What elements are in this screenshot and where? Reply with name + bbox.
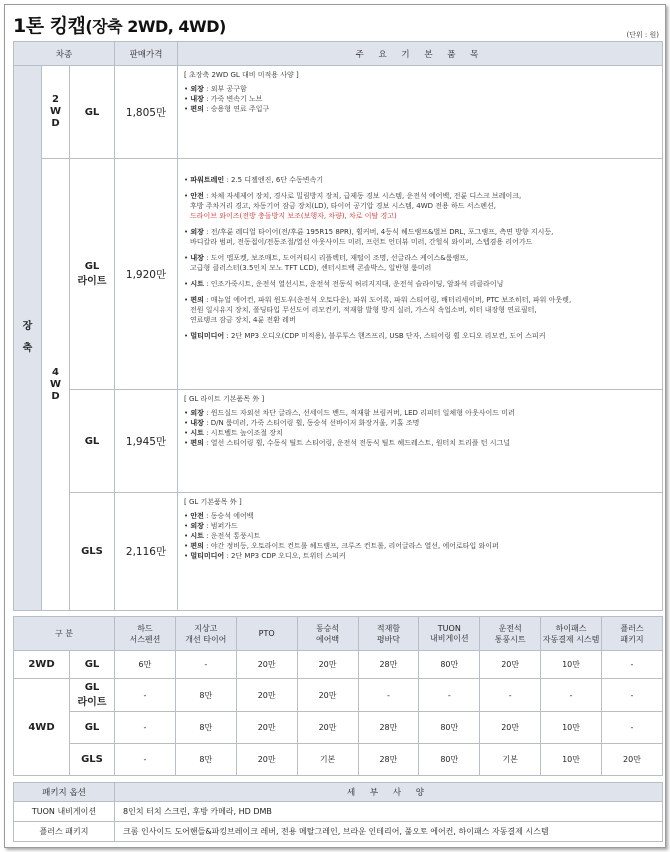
price-gl-lite: 1,920만 xyxy=(115,159,178,390)
drive-4wd-label: 4 W D xyxy=(49,366,62,402)
option-price-cell: 20만 xyxy=(297,679,358,712)
option-price-cell: 20만 xyxy=(236,651,297,679)
package-header-right: 세 부 사 양 xyxy=(115,783,663,802)
price-gls: 2,116만 xyxy=(115,493,178,611)
option-col-header: TUON 내비게이션 xyxy=(419,617,480,651)
option-price-cell: 8만 xyxy=(175,679,236,712)
option-trim-gl-lite: GL 라이트 xyxy=(70,679,115,712)
feature-line: • 편의 : 열선 스티어링 휠, 수동식 틸트 스티어링, 운전석 전동식 틸트 헤드레스트, 원터치 트리플 턴 시그널 xyxy=(184,438,656,448)
option-price-cell: - xyxy=(602,712,663,744)
trim-gl-4wd: GL xyxy=(70,390,115,493)
option-price-cell: 20만 xyxy=(480,651,541,679)
package-name-plus: 플러스 패키지 xyxy=(14,822,115,842)
feature-line: • 안전 : 차체 자세제어 장치, 경사로 밀림방지 장치, 급제동 경보 시스템, 운전석 에어백, 전륜 디스크 브레이크, xyxy=(184,191,656,201)
option-col-header: 하드 서스펜션 xyxy=(115,617,176,651)
option-price-cell: - xyxy=(602,651,663,679)
option-col-header: 동승석 에어백 xyxy=(297,617,358,651)
feature-line: • 외장 : 외부 공구함 xyxy=(184,84,656,94)
trim-gl-lite: GL 라이트 xyxy=(70,159,115,390)
option-price-cell: - xyxy=(419,679,480,712)
option-price-cell: 10만 xyxy=(541,744,602,776)
option-price-cell: 80만 xyxy=(419,651,480,679)
option-col-header: 적재함 평바닥 xyxy=(358,617,419,651)
feature-line: • 시트 : 인조가죽시트, 운전석 열선시트, 운전석 전동식 허리지지대, 운전석 슬라이딩, 암좌석 리클라이닝 xyxy=(184,279,656,289)
option-price-cell: 8만 xyxy=(175,712,236,744)
features-gl-2wd xyxy=(178,66,663,159)
option-col-header: 플러스 패키지 xyxy=(602,617,663,651)
option-trim-gls: GLS xyxy=(70,744,115,776)
feature-list xyxy=(184,511,656,561)
group-4wd: 4WD xyxy=(14,679,70,776)
feature-line: 전원 일시유지 장치, 폴딩타입 무선도어 리모컨키, 적재함 발형 방지 실러, 가스식 쇽업소버, 히터 내장형 연료필터, xyxy=(190,306,537,314)
price-gl-2wd: 1,805만 xyxy=(115,66,178,159)
package-table xyxy=(13,782,663,842)
option-price-cell: - xyxy=(602,679,663,712)
option-price-cell: - xyxy=(480,679,541,712)
option-price-cell: 20만 xyxy=(236,679,297,712)
feature-line: 고급형 클러스터(3.5인치 모노 TFT LCD), 센터시트백 콘솔박스, 일반형 룸미러 xyxy=(190,264,432,272)
option-price-cell: 20만 xyxy=(480,712,541,744)
feature-line: • 내장 : D/N 룸미러, 가죽 스티어링 휠, 동승석 선바이저 화장거울, 키홀 조명 xyxy=(184,418,656,428)
option-price-cell: - xyxy=(115,712,176,744)
package-header-left: 패키지 옵션 xyxy=(14,783,115,802)
trim-gl-2wd: GL xyxy=(70,66,115,159)
header-model: 차종 xyxy=(14,42,115,66)
option-price-cell: - xyxy=(175,651,236,679)
option-header-label: 구 분 xyxy=(14,617,115,651)
feature-line: 드라이브 와이즈(전방 충돌방지 보조(보행자, 차량), 차로 이탈 경고) xyxy=(190,212,397,220)
feature-line: • 시트 : 시트벨트 높이조절 장치 xyxy=(184,428,656,438)
option-price-cell: - xyxy=(541,679,602,712)
feature-line: • 시트 : 운전석 통풍시트 xyxy=(184,531,656,541)
option-price-cell: 기본 xyxy=(297,744,358,776)
option-price-cell: 20만 xyxy=(297,712,358,744)
option-col-header: 지상고 개선 타이어 xyxy=(175,617,236,651)
package-spec-plus: 크롬 인사이드 도어핸들&파킹브레이크 레버, 전용 메탈그레인, 브라운 인테리어, 풀오토 에어컨, 하이패스 자동결제 시스템 xyxy=(115,822,663,842)
price-sheet xyxy=(4,4,666,848)
option-price-cell: 8만 xyxy=(175,744,236,776)
feature-line: • 외장 : 윈드실드 자외선 차단 글라스, 선세이드 밴드, 적재함 브림커버, LED 리피터 일체형 아웃사이드 미러 xyxy=(184,408,656,418)
package-name-tuon: TUON 내비게이션 xyxy=(14,802,115,822)
package-spec-tuon: 8인치 터치 스크린, 후방 카메라, HD DMB xyxy=(115,802,663,822)
drive-2wd xyxy=(42,66,70,159)
feature-line: 후방 주차거리 경고, 차동기어 잠금 장치(LD), 타이어 공기압 경보 시스템, 4WD 전용 하드 서스펜션, xyxy=(190,202,497,210)
feature-line: • 외장 : 범퍼가드 xyxy=(184,521,656,531)
option-trim-gl-4wd: GL xyxy=(70,712,115,744)
feature-line: • 편의 : 야간 정비등, 오토라이트 컨트롤 헤드램프, 크루즈 컨트롤, 리어글라스 열선, 에어로타입 와이퍼 xyxy=(184,541,656,551)
feature-bracket: [ GL 라이트 기본품목 外 ] xyxy=(184,395,265,403)
axle-cell xyxy=(14,66,42,611)
feature-line: • 외장 : 전/후륜 레디얼 타이어(전/후륜 195R15 8PR), 휠커버, 4등식 헤드램프&벌브 DRL, 포그램프, 측면 방향 지시등, xyxy=(184,227,656,237)
option-col-header: 하이패스 자동결제 시스템 xyxy=(541,617,602,651)
drive-2wd-label: 2 W D xyxy=(49,94,62,129)
feature-list xyxy=(184,175,656,341)
option-price-cell: 20만 xyxy=(236,712,297,744)
group-2wd: 2WD xyxy=(14,651,70,679)
feature-bracket: [ 초장축 2WD GL 대비 미적용 사양 ] xyxy=(184,71,299,79)
page-title: 1톤 킹캡(장축 2WD, 4WD) xyxy=(13,15,226,37)
unit-note: (단위 : 원) xyxy=(626,31,659,39)
option-price-cell: - xyxy=(115,744,176,776)
option-price-cell: 20만 xyxy=(602,744,663,776)
option-price-cell: - xyxy=(115,679,176,712)
drive-4wd xyxy=(42,159,70,611)
features-gls xyxy=(178,493,663,611)
feature-line: • 멀티미디어 : 2단 MP3 CDP 오디오, 트위터 스피커 xyxy=(184,551,656,561)
header-price: 판매가격 xyxy=(115,42,178,66)
option-price-cell: 기본 xyxy=(480,744,541,776)
option-col-header: 운전석 통풍시트 xyxy=(480,617,541,651)
feature-line: • 편의 : 승용형 연료 주입구 xyxy=(184,104,656,114)
feature-line: • 편의 : 매뉴얼 에어컨, 파워 윈도우(운전석 오토다운), 파워 도어록, 파워 스티어링, 배터리세이버, PTC 보조히터, 파워 아웃렛, xyxy=(184,295,656,305)
option-price-cell: 20만 xyxy=(297,651,358,679)
feature-line: 바디칼라 범퍼, 전동접이/전동조절/열선 아웃사이드 미러, 프런트 언더뷰 미러, 간헐식 와이퍼, 스텝겸용 리어가드 xyxy=(190,238,533,246)
feature-line: • 내장 : 가죽 변속기 노브 xyxy=(184,94,656,104)
axle-label: 장 축 xyxy=(22,321,33,354)
feature-line: • 멀티미디어 : 2단 MP3 오디오(CDP 미적용), 블루투스 핸즈프리, USB 단자, 스티어링 휠 오디오 리모컨, 도어 스피커 xyxy=(184,331,656,341)
option-trim-gl-2wd: GL xyxy=(70,651,115,679)
feature-line: • 내장 : 도어 맵포켓, 보조매트, 도어커티시 리플렉터, 재떨이 조명, 선글라스 케이스&룸램프, xyxy=(184,253,656,263)
option-price-cell: 28만 xyxy=(358,651,419,679)
option-price-cell: 20만 xyxy=(236,744,297,776)
header-features: 주 요 기 본 품 목 xyxy=(178,42,663,66)
feature-list xyxy=(184,408,656,448)
option-price-cell: 28만 xyxy=(358,712,419,744)
feature-list xyxy=(184,84,656,114)
feature-bracket: [ GL 기본품목 外 ] xyxy=(184,498,242,506)
option-col-header: PTO xyxy=(236,617,297,651)
price-gl-4wd: 1,945만 xyxy=(115,390,178,493)
option-price-cell: 80만 xyxy=(419,712,480,744)
option-price-cell: 10만 xyxy=(541,712,602,744)
option-price-cell: 10만 xyxy=(541,651,602,679)
feature-line: • 파워트레인 : 2.5 디젤엔진, 6단 수동변속기 xyxy=(184,175,656,185)
feature-line: 연료탱크 잠금 장치, 4륜 전환 레버 xyxy=(190,316,296,324)
feature-line: • 안전 : 동승석 에어백 xyxy=(184,511,656,521)
option-price-cell: 6만 xyxy=(115,651,176,679)
features-gl-lite xyxy=(178,159,663,390)
trim-gls: GLS xyxy=(70,493,115,611)
option-price-cell: 80만 xyxy=(419,744,480,776)
option-price-cell: 28만 xyxy=(358,744,419,776)
option-price-cell: - xyxy=(358,679,419,712)
option-table xyxy=(13,616,663,776)
trim-table xyxy=(13,41,663,611)
features-gl-4wd xyxy=(178,390,663,493)
